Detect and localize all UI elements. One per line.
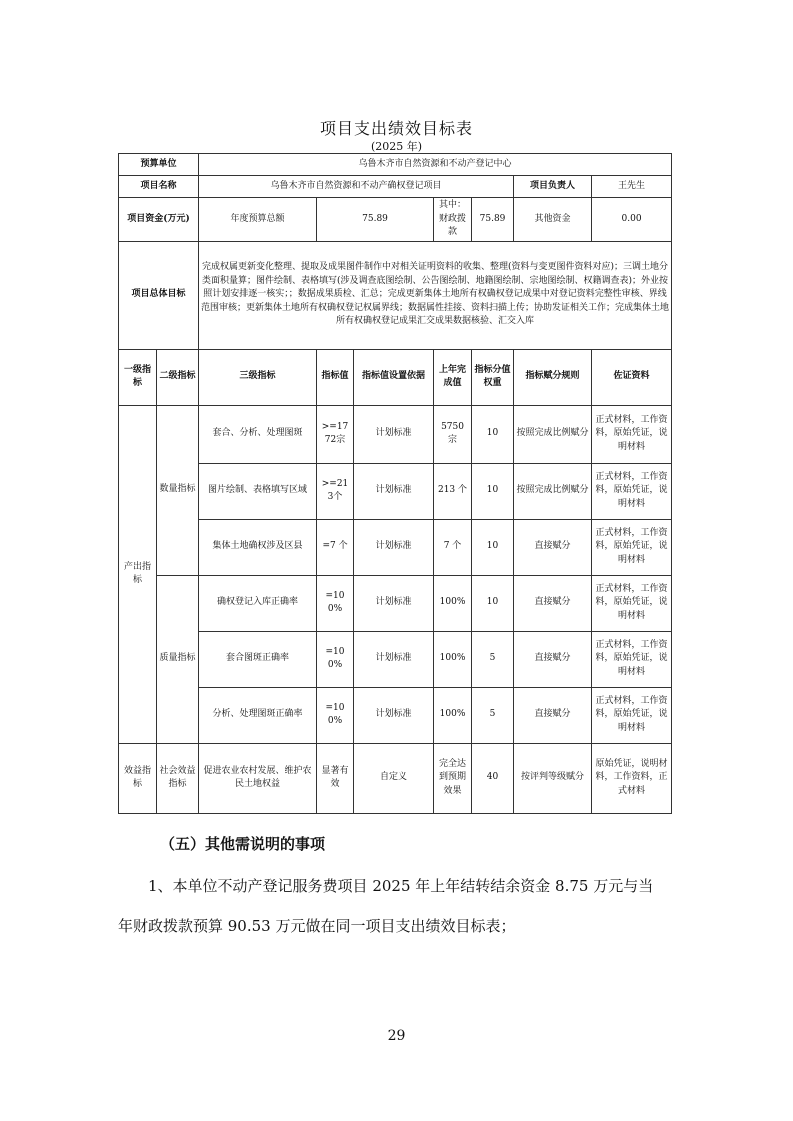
indicator-value: =100% bbox=[317, 687, 354, 743]
indicator-evidence: 正式材料，工作资料，原始凭证，说明材料 bbox=[592, 519, 672, 575]
indicator-value: =7 个 bbox=[317, 519, 354, 575]
table-row bbox=[119, 687, 672, 743]
indicator-name: 促进农业农村发展、维护农民土地权益 bbox=[199, 743, 317, 813]
table-row bbox=[119, 743, 672, 813]
indicator-weight: 5 bbox=[472, 631, 514, 687]
indicator-evidence: 正式材料，工作资料，原始凭证，说明材料 bbox=[592, 631, 672, 687]
other-funds-value: 0.00 bbox=[592, 198, 672, 242]
indicator-basis: 自定义 bbox=[354, 743, 434, 813]
annual-budget-value: 75.89 bbox=[317, 198, 434, 242]
indicator-weight: 10 bbox=[472, 575, 514, 631]
indicator-name: 集体土地确权涉及区县 bbox=[199, 519, 317, 575]
indicator-evidence: 原始凭证，说明材料，工作资料，正式材料 bbox=[592, 743, 672, 813]
table-row bbox=[119, 519, 672, 575]
performance-table bbox=[118, 153, 672, 814]
fiscal-allocation-label: 其中：财政拨款 bbox=[434, 198, 472, 242]
table-row bbox=[119, 463, 672, 519]
indicator-last-year: 100% bbox=[434, 687, 472, 743]
header-level3: 三级指标 bbox=[199, 349, 317, 405]
indicator-name: 确权登记入库正确率 bbox=[199, 575, 317, 631]
indicator-basis: 计划标准 bbox=[354, 575, 434, 631]
header-evidence: 佐证资料 bbox=[592, 349, 672, 405]
indicator-rule: 直接赋分 bbox=[514, 575, 592, 631]
table-row bbox=[119, 575, 672, 631]
indicator-basis: 计划标准 bbox=[354, 463, 434, 519]
quantity-indicator-cell: 数量指标 bbox=[157, 405, 199, 575]
quality-indicator-cell: 质量指标 bbox=[157, 575, 199, 743]
project-name-value: 乌鲁木齐市自然资源和不动产确权登记项目 bbox=[199, 176, 514, 198]
indicator-rule: 按照完成比例赋分 bbox=[514, 463, 592, 519]
indicator-name: 套合图斑正确率 bbox=[199, 631, 317, 687]
section-heading: （五）其他需说明的事项 bbox=[160, 835, 326, 853]
other-funds-label: 其他资金 bbox=[514, 198, 592, 242]
table-year: (2025 年) bbox=[370, 140, 423, 153]
indicator-basis: 计划标准 bbox=[354, 687, 434, 743]
indicator-last-year: 100% bbox=[434, 575, 472, 631]
benefit-indicator-cell: 效益指标 bbox=[119, 743, 157, 813]
indicator-evidence: 正式材料，工作资料，原始凭证，说明材料 bbox=[592, 463, 672, 519]
indicator-rule: 直接赋分 bbox=[514, 519, 592, 575]
indicator-value: =100% bbox=[317, 631, 354, 687]
paragraph-line: 年财政拨款预算 90.53 万元做在同一项目支出绩效目标表； bbox=[118, 917, 516, 935]
header-value: 指标值 bbox=[317, 349, 354, 405]
indicator-weight: 10 bbox=[472, 463, 514, 519]
annual-budget-label: 年度预算总额 bbox=[199, 198, 317, 242]
table-row bbox=[119, 631, 672, 687]
indicator-evidence: 正式材料，工作资料，原始凭证，说明材料 bbox=[592, 405, 672, 463]
budget-unit-value: 乌鲁木齐市自然资源和不动产登记中心 bbox=[199, 154, 672, 176]
header-level1: 一级指标 bbox=[119, 349, 157, 405]
indicator-value: >=1772宗 bbox=[317, 405, 354, 463]
table-row bbox=[119, 405, 672, 463]
header-rule: 指标赋分规则 bbox=[514, 349, 592, 405]
project-owner-value: 王先生 bbox=[592, 176, 672, 198]
overall-goal-label: 项目总体目标 bbox=[119, 241, 199, 349]
indicator-weight: 10 bbox=[472, 519, 514, 575]
indicator-value: =100% bbox=[317, 575, 354, 631]
indicator-last-year: 100% bbox=[434, 631, 472, 687]
indicator-last-year: 213 个 bbox=[434, 463, 472, 519]
indicator-rule: 直接赋分 bbox=[514, 631, 592, 687]
header-basis: 指标值设置依据 bbox=[354, 349, 434, 405]
indicator-name: 分析、处理图斑正确率 bbox=[199, 687, 317, 743]
project-owner-label: 项目负责人 bbox=[514, 176, 592, 198]
indicator-rule: 按评判等级赋分 bbox=[514, 743, 592, 813]
indicator-last-year: 7 个 bbox=[434, 519, 472, 575]
output-indicator-cell: 产出指标 bbox=[119, 405, 157, 743]
project-funds-label: 项目资金(万元) bbox=[119, 198, 199, 242]
fiscal-allocation-value: 75.89 bbox=[472, 198, 514, 242]
indicator-name: 套合、分析、处理图斑 bbox=[199, 405, 317, 463]
header-level2: 二级指标 bbox=[157, 349, 199, 405]
indicator-last-year: 5750 宗 bbox=[434, 405, 472, 463]
table-title: 项目支出绩效目标表 bbox=[319, 119, 473, 138]
indicator-evidence: 正式材料，工作资料，原始凭证，说明材料 bbox=[592, 575, 672, 631]
indicator-name: 图片绘制、表格填写区域 bbox=[199, 463, 317, 519]
indicator-rule: 按照完成比例赋分 bbox=[514, 405, 592, 463]
indicator-weight: 10 bbox=[472, 405, 514, 463]
project-name-label: 项目名称 bbox=[119, 176, 199, 198]
indicator-value: 显著有效 bbox=[317, 743, 354, 813]
paragraph-line: 1、本单位不动产登记服务费项目 2025 年上年结转结余资金 8.75 万元与当 bbox=[148, 877, 654, 895]
indicator-rule: 直接赋分 bbox=[514, 687, 592, 743]
indicator-evidence: 正式材料，工作资料，原始凭证，说明材料 bbox=[592, 687, 672, 743]
indicator-value: >=213个 bbox=[317, 463, 354, 519]
indicator-weight: 40 bbox=[472, 743, 514, 813]
indicator-weight: 5 bbox=[472, 687, 514, 743]
page-number: 29 bbox=[387, 1028, 406, 1044]
indicator-last-year: 完全达到预期效果 bbox=[434, 743, 472, 813]
social-benefit-indicator-cell: 社会效益指标 bbox=[157, 743, 199, 813]
overall-goal-text: 完成权属更新变化整理、提取及成果图件制作中对相关证明资料的收集、整理(资料与变更图件资料对应)；三调土地分类面积量算；图件绘制、表格填写(涉及调查底图绘制、公告图绘制、地籍图绘制、宗地图绘制、权籍调查表)；外业按照计划安排逐一核实；；数据成果质检、汇总；完成更新集体土地所有权确权登记成果中对登记资料完整性审核、界线范围审核；更新集体土地所有权确权登记权属界线；数据属性挂接、资料扫描上传；协助发证相关工作；完成集体土地所有权确权登记成果汇交成果数据核验、汇交入库 bbox=[199, 241, 672, 349]
indicator-basis: 计划标准 bbox=[354, 405, 434, 463]
header-last-year: 上年完成值 bbox=[434, 349, 472, 405]
budget-unit-label: 预算单位 bbox=[119, 154, 199, 176]
header-weight: 指标分值权重 bbox=[472, 349, 514, 405]
indicator-basis: 计划标准 bbox=[354, 519, 434, 575]
indicator-basis: 计划标准 bbox=[354, 631, 434, 687]
